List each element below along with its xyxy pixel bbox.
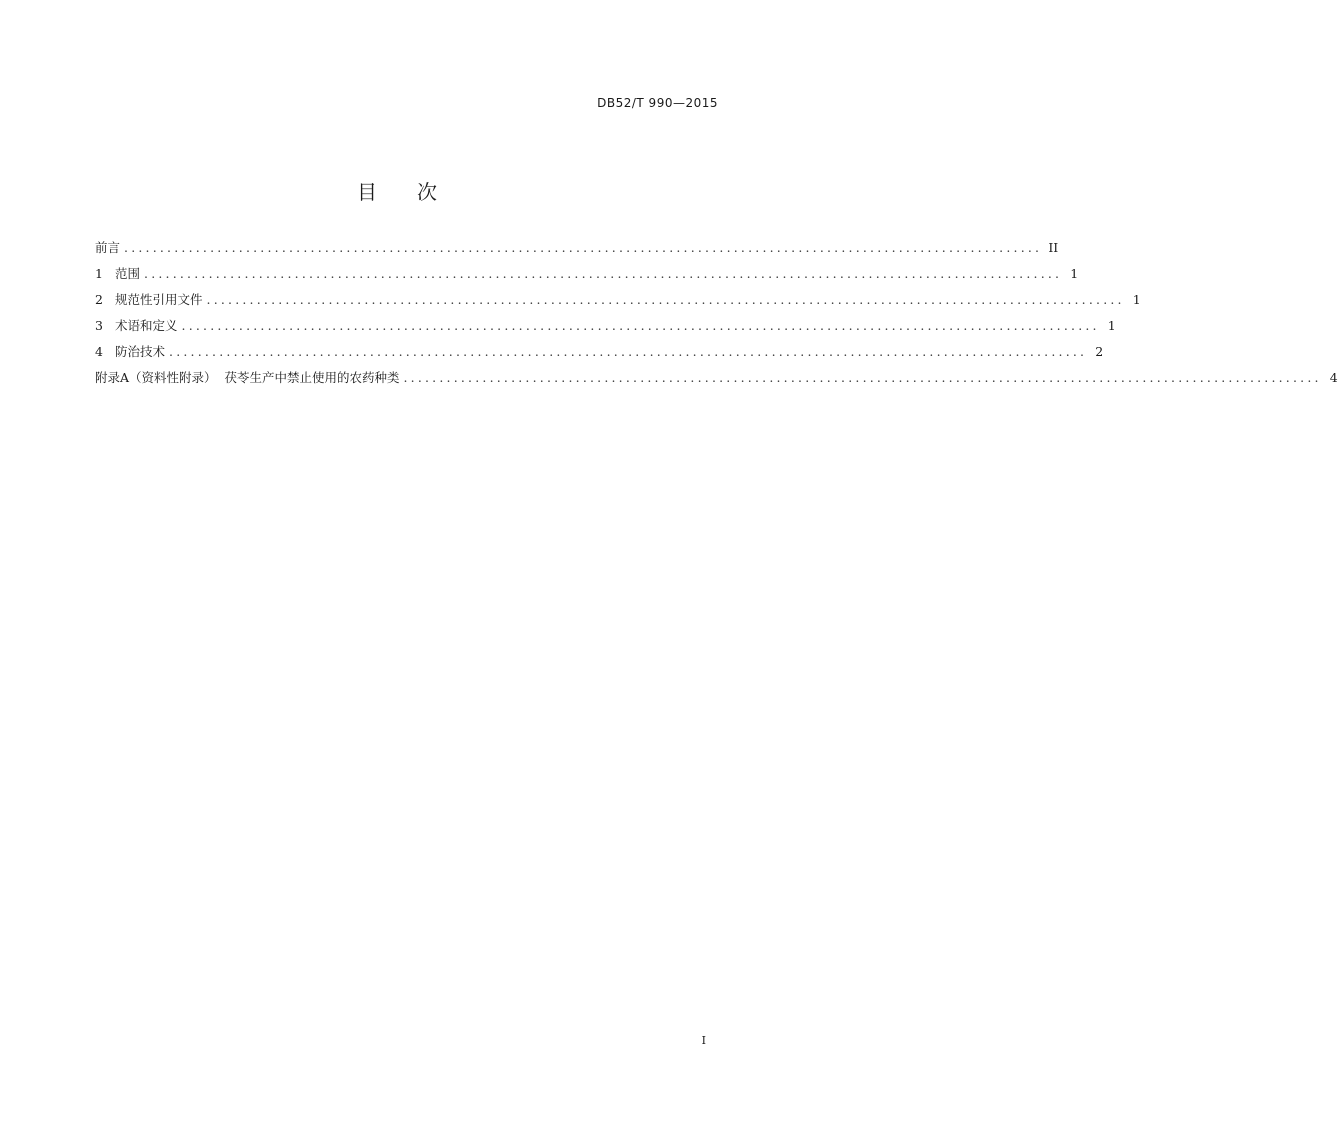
toc-entry-scope[interactable] bbox=[95, 264, 1079, 290]
page-number: I bbox=[701, 1034, 706, 1047]
toc-entry-foreword[interactable] bbox=[95, 238, 1059, 264]
toc-entry-number: 1 bbox=[95, 266, 103, 281]
toc-entry-page: II bbox=[1048, 240, 1059, 255]
toc-dot-leader: ................................................................................................................................ bbox=[144, 266, 1063, 281]
toc-dot-leader: ................................................................................................................................ bbox=[403, 370, 1322, 385]
toc-entry-number: 2 bbox=[95, 292, 103, 307]
toc-entry-normative-references[interactable] bbox=[95, 290, 1141, 316]
toc-dot-leader: ................................................................................................................................ bbox=[206, 292, 1125, 307]
toc-entry-page: 1 bbox=[1107, 318, 1116, 333]
toc-entry-page: 1 bbox=[1132, 292, 1141, 307]
toc-entry-control-techniques[interactable] bbox=[95, 342, 1104, 368]
page-title: 目次 bbox=[357, 180, 477, 204]
table-of-contents bbox=[95, 238, 1338, 394]
toc-entry-label: 范围 bbox=[115, 266, 141, 281]
toc-entry-terms-definitions[interactable] bbox=[95, 316, 1116, 342]
toc-entry-number: 4 bbox=[95, 344, 103, 359]
toc-entry-label: 规范性引用文件 bbox=[115, 292, 203, 307]
toc-entry-page: 4 bbox=[1329, 370, 1338, 385]
toc-entry-label: 附录A（资料性附录） 茯苓生产中禁止使用的农药种类 bbox=[95, 370, 400, 385]
standard-code: DB52/T 990—2015 bbox=[597, 96, 718, 110]
toc-entry-appendix-a[interactable] bbox=[95, 368, 1338, 394]
toc-entry-number: 3 bbox=[95, 318, 103, 333]
toc-dot-leader: ................................................................................................................................ bbox=[169, 344, 1088, 359]
toc-dot-leader: ................................................................................................................................ bbox=[181, 318, 1100, 333]
toc-entry-page: 1 bbox=[1070, 266, 1079, 281]
toc-entry-page: 2 bbox=[1095, 344, 1104, 359]
toc-entry-label: 防治技术 bbox=[115, 344, 166, 359]
toc-entry-label: 术语和定义 bbox=[115, 318, 178, 333]
toc-dot-leader: ................................................................................................................................ bbox=[124, 240, 1043, 255]
toc-entry-label: 前言 bbox=[95, 240, 121, 255]
